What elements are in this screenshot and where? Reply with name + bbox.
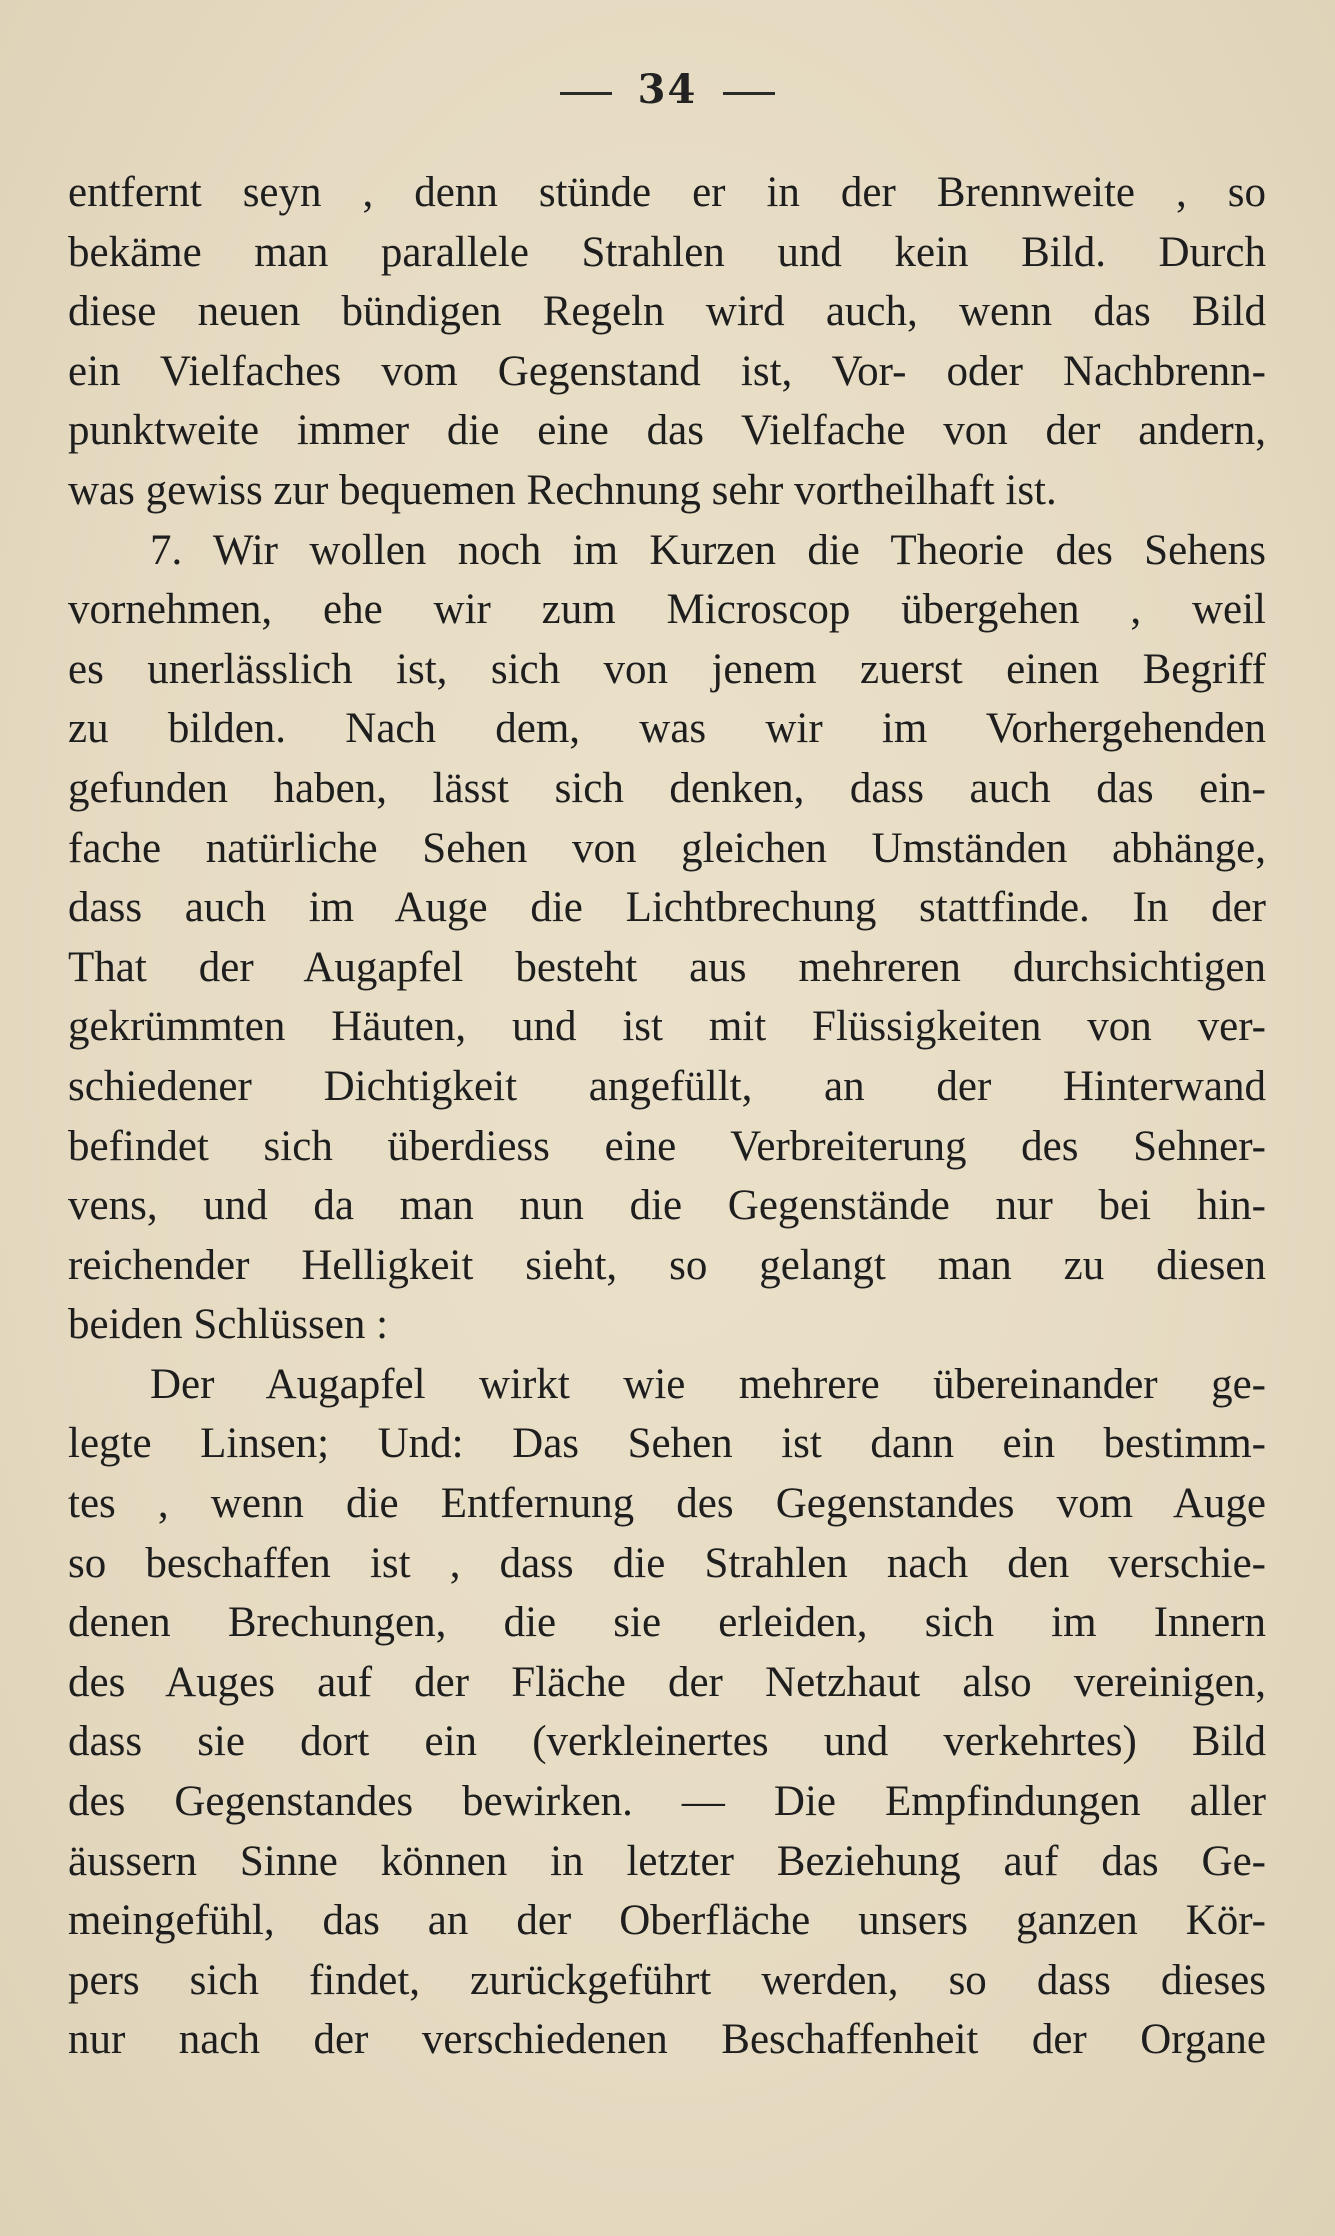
text-line: denen Brechungen, die sie erleiden, sich im Innern xyxy=(68,1599,1266,1647)
text-line: so beschaffen ist , dass die Strahlen nach den verschie- xyxy=(68,1539,1266,1587)
text-line: bekäme man parallele Strahlen und kein Bild. Durch xyxy=(68,228,1266,276)
text-line: befindet sich überdiess eine Verbreiterung des Sehner- xyxy=(68,1122,1266,1170)
text-line: vens, und da man nun die Gegenstände nur bei hin- xyxy=(68,1182,1266,1230)
text-line: pers sich findet, zurückgeführt werden, so dass dieses xyxy=(68,1956,1266,2004)
text-line: entfernt seyn , denn stünde er in der Brennweite , so xyxy=(68,169,1266,216)
left-dash xyxy=(560,92,612,95)
text-line: schiedener Dichtigkeit angefüllt, an der Hinterwand xyxy=(68,1062,1266,1110)
text-line: meingefühl, das an der Oberfläche unsers ganzen Kör- xyxy=(68,1897,1266,1945)
text-line: dass auch im Auge die Lichtbrechung stattfinde. In der xyxy=(68,884,1266,932)
text-line: des Auges auf der Fläche der Netzhaut also vereinigen, xyxy=(68,1658,1266,1706)
text-line: was gewiss zur bequemen Rechnung sehr vortheilhaft ist. xyxy=(68,466,1057,514)
page-number: 34 xyxy=(637,66,698,113)
text-line: des Gegenstandes bewirken. — Die Empfindungen aller xyxy=(68,1778,1266,1826)
text-line: gekrümmten Häuten, und ist mit Flüssigkeiten von ver- xyxy=(68,1003,1266,1051)
text-line: vornehmen, ehe wir zum Microscop übergehen , weil xyxy=(68,586,1266,634)
text-line: fache natürliche Sehen von gleichen Umständen abhänge, xyxy=(68,824,1266,872)
text-line: zu bilden. Nach dem, was wir im Vorhergehenden xyxy=(68,705,1266,753)
page-header xyxy=(0,66,1335,113)
text-line: dass sie dort ein (verkleinertes und verkehrtes) Bild xyxy=(68,1718,1266,1766)
text-line: punktweite immer die eine das Vielfache von der andern, xyxy=(68,407,1266,455)
text-line: 7. Wir wollen noch im Kurzen die Theorie des Sehens xyxy=(150,526,1266,574)
text-line: ein Vielfaches vom Gegenstand ist, Vor- oder Nachbrenn- xyxy=(68,347,1266,395)
text-line: tes , wenn die Entfernung des Gegenstandes vom Auge xyxy=(68,1480,1266,1528)
text-line: reichender Helligkeit sieht, so gelangt man zu diesen xyxy=(68,1241,1266,1289)
text-line: gefunden haben, lässt sich denken, dass auch das ein- xyxy=(68,764,1266,812)
text-line: diese neuen bündigen Regeln wird auch, wenn das Bild xyxy=(68,288,1266,336)
text-line: legte Linsen; Und: Das Sehen ist dann ein bestimm- xyxy=(68,1420,1266,1468)
text-line: That der Augapfel besteht aus mehreren durchsichtigen xyxy=(68,943,1266,991)
text-line: nur nach der verschiedenen Beschaffenheit der Organe xyxy=(68,2016,1266,2064)
right-dash xyxy=(723,92,775,95)
text-line: es unerlässlich ist, sich von jenem zuerst einen Begriff xyxy=(68,645,1266,693)
text-line: äussern Sinne können in letzter Beziehung auf das Ge- xyxy=(68,1837,1266,1885)
body-text xyxy=(68,163,1266,2070)
text-line: beiden Schlüssen : xyxy=(68,1301,389,1349)
text-line: Der Augapfel wirkt wie mehrere übereinander ge- xyxy=(150,1360,1266,1408)
